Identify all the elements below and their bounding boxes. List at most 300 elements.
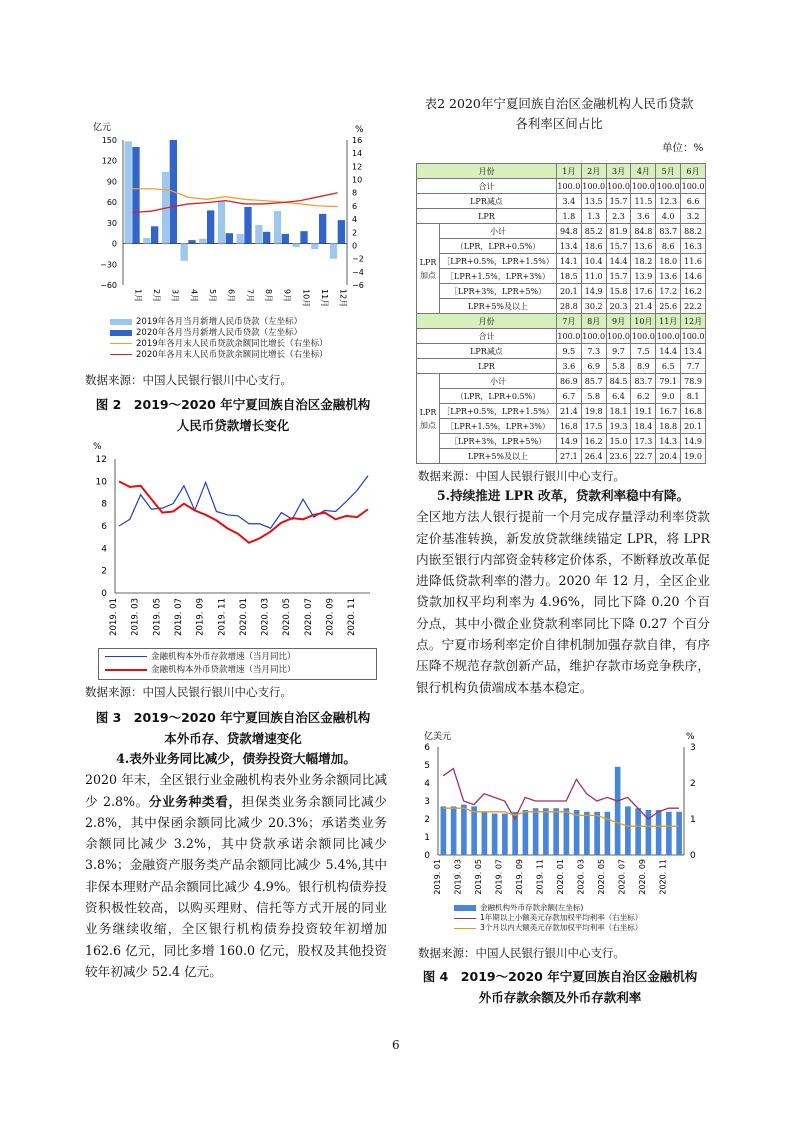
table-cell: 15.0: [606, 434, 631, 449]
table-cell: 9.7: [606, 344, 631, 359]
table-cell: 3.6: [556, 359, 581, 374]
fig2-source: 数据来源：中国人民银行银川中心支行。: [85, 373, 292, 387]
table-row: [417, 239, 706, 254]
table-cell: 17.2: [656, 284, 681, 299]
fig3-y-tick: 8: [101, 499, 107, 510]
table-cell: 6.6: [681, 194, 706, 209]
fig3-x-tick: 2020. 05: [282, 598, 293, 636]
fig3-x-tick: 2019. 07: [173, 598, 184, 636]
fig2-right-tick: 0: [352, 241, 358, 251]
fig2-right-tick: 12: [352, 162, 363, 172]
table-cell: 16.3: [681, 239, 706, 254]
table2: [416, 163, 706, 463]
fig2-bar-2019: [255, 225, 262, 244]
fig4-x-tick: 2020. 11: [658, 859, 668, 895]
table-row: [417, 404, 706, 419]
fig2-bar-2019: [274, 211, 281, 243]
fig4-x-tick: 2020. 07: [617, 859, 627, 895]
table-cell: 15.7: [606, 194, 631, 209]
fig2-month-label: 11月: [320, 289, 329, 308]
fig2-bar-2020: [263, 232, 270, 244]
fig2-month-label: 3月: [170, 289, 180, 303]
table-cell: 16.8: [681, 404, 706, 419]
table-cell: 15.7: [606, 269, 631, 284]
fig4-bar: [553, 808, 559, 855]
table-cell: 17.3: [631, 434, 656, 449]
fig3-source: 数据来源：中国人民银行银川中心支行。: [85, 685, 292, 699]
fig2-bar-2019: [125, 141, 132, 243]
table-cell: 100.0: [631, 179, 656, 194]
fig4-x-tick: 2019. 03: [453, 859, 463, 895]
table-cell: 合计: [417, 179, 557, 194]
table-cell: 20.3: [606, 299, 631, 314]
fig2-month-label: 2月: [152, 289, 161, 303]
table2-unit: 单位：%: [662, 142, 704, 154]
table-cell: 85.7: [581, 374, 606, 389]
fig3-y-tick: 4: [101, 544, 107, 555]
fig2-legend-item: [110, 350, 328, 361]
table-cell: 17.5: [581, 419, 606, 434]
table-cell: 14.4: [656, 344, 681, 359]
table-cell: 18.5: [556, 269, 581, 284]
table-cell: 100.0: [581, 179, 606, 194]
paragraph-text: 2020 年末，全区银行业金融机构表外业务余额同比减少 2.8%。: [85, 772, 387, 809]
fig3-unit: %: [93, 442, 102, 452]
table-cell: ［LPR+1.5%，LPR+3%）: [440, 419, 557, 434]
fig4-bar: [584, 812, 590, 855]
table2-title-line: 表2 2020年宁夏回族自治区金融机构人民币贷款: [424, 96, 694, 111]
table-cell: 月份: [417, 314, 557, 329]
fig4-bar: [635, 808, 641, 855]
fig4-bar: [461, 805, 467, 855]
table-cell: 9.0: [656, 389, 681, 404]
fig4-right-tick: 1: [690, 815, 696, 825]
table-row: [417, 374, 706, 389]
table-cell: 13.6: [656, 269, 681, 284]
fig2-bar-2020: [132, 147, 139, 244]
lpr-interest-table: [416, 163, 706, 464]
fig4-legend-item: [454, 913, 642, 923]
table-cell: 8.9: [631, 359, 656, 374]
fig2-right-tick: 4: [352, 215, 358, 225]
table-cell: 13.6: [631, 239, 656, 254]
fig3-x-tick: 2020. 01: [238, 598, 249, 636]
table-cell: ［LPR+1.5%，LPR+3%）: [440, 269, 557, 284]
fig2-legend-label: 2019年各月当月新增人民币贷款（左坐标）: [136, 317, 303, 327]
fig2-bar-2019: [218, 201, 225, 244]
fig3-y-tick: 2: [101, 566, 107, 577]
paragraph-text: 担保类业务余额同比减少 2.8%，其中保函余额同比减少 20.3%；承诺类业务余额同比减少 3.2%，其中贷款承诺余额同比减少 3.8%；金融资产服务类产品余额同比减少 5.4%,其中非保本理财产品余额同比减少 4.9%。银行机构债券投资积极性较高，以购买理财、信托等方式开展的同业业务继续收缩，全区银行机构债券投资较年初增加 162.6 亿元，同比多增 160.0 亿元，股权及其他投资较年初减少 52.4 亿元。: [85, 793, 388, 979]
table-cell: 100.0: [681, 329, 706, 344]
fig3-x-tick: 2020. 03: [260, 598, 271, 636]
table-cell: 5月: [656, 164, 681, 179]
fig4-bar: [441, 806, 447, 855]
table-cell: 100.0: [631, 329, 656, 344]
fig3-y-tick: 10: [95, 477, 107, 488]
table-header-row: [417, 314, 706, 329]
fig2-bar-2020: [282, 234, 289, 244]
table-cell: （LPR，LPR+0.5%）: [440, 389, 557, 404]
fig2-legend-item: [110, 339, 328, 350]
fig4-x-tick: 2020. 03: [576, 859, 586, 895]
fig2-bar-2019: [143, 238, 150, 244]
table-cell: 7.5: [631, 344, 656, 359]
table-cell: 10.4: [581, 254, 606, 269]
table-cell: 12月: [681, 314, 706, 329]
table-cell: 10月: [631, 314, 656, 329]
table-cell: 4月: [631, 164, 656, 179]
fig4-x-tick: 2020. 09: [638, 859, 648, 895]
table-cell: 4.0: [656, 209, 681, 224]
fig4-legend: [454, 903, 642, 933]
fig2-bar-2019: [330, 244, 337, 259]
table-cell: 3.6: [631, 209, 656, 224]
fig2-left-tick: 90: [106, 177, 117, 187]
table-cell: 6.9: [581, 359, 606, 374]
fig4-legend-item: [454, 903, 642, 913]
page-number: 6: [392, 1038, 400, 1052]
fig4-bar: [594, 812, 600, 855]
fig2-month-label: 12月: [338, 289, 348, 308]
fig2-right-tick: −4: [352, 267, 364, 277]
fig2-left-tick: −30: [100, 260, 117, 270]
table-cell: 1.8: [556, 209, 581, 224]
fig2-caption: [78, 394, 388, 436]
fig2-left-tick: 60: [106, 198, 117, 208]
table-cell: 16.2: [681, 284, 706, 299]
fig4-legend-item: [454, 923, 642, 933]
table-cell: 11.0: [581, 269, 606, 284]
fig4-large-rate-line: [443, 808, 679, 826]
fig4-bar: [666, 812, 672, 855]
fig2-bar-2020: [188, 240, 195, 243]
table-cell: 2月: [581, 164, 606, 179]
table-cell: 12.3: [656, 194, 681, 209]
table-cell: 30.2: [581, 299, 606, 314]
fig2-month-label: 7月: [245, 289, 255, 303]
fig4-left-tick: 5: [424, 761, 430, 771]
section-5-heading: 5.持续推进 LPR 改革，贷款利率稳中有降。: [436, 488, 690, 503]
fig4-caption-line: 图 4 2019～2020 年宁夏回族自治区金融机构: [422, 969, 698, 984]
fig2-legend-label: 2020年各月当月新增人民币贷款（左坐标）: [136, 328, 303, 338]
fig4-bar: [482, 812, 488, 855]
table-row: [417, 254, 706, 269]
table-row: [417, 329, 706, 344]
right-body-text: [416, 485, 710, 698]
fig4-bar: [574, 810, 580, 855]
table-cell: 6.5: [656, 359, 681, 374]
table2-title-line: 各利率区间占比: [515, 116, 603, 131]
fig4-bar: [564, 808, 570, 855]
table-cell: 100.0: [556, 179, 581, 194]
table-cell: 7.3: [581, 344, 606, 359]
table-cell: 88.2: [681, 224, 706, 239]
fig2-bar-2019: [199, 239, 206, 244]
fig2-bar-2019: [181, 244, 188, 261]
table-cell: 19.1: [631, 404, 656, 419]
fig4-left-tick: 1: [424, 833, 430, 843]
fig2-unit-left: 亿元: [93, 123, 112, 133]
fig2-bar-2020: [300, 231, 307, 243]
fig2-bar-2019: [293, 244, 300, 247]
table-row: [417, 359, 706, 374]
fig4-left-tick: 0: [424, 851, 430, 861]
table-cell: 6月: [681, 164, 706, 179]
table-row: [417, 344, 706, 359]
table-cell: 20.4: [656, 449, 681, 464]
table-cell: 14.9: [556, 434, 581, 449]
table-row: [417, 194, 706, 209]
fig2-month-label: 10月: [301, 289, 311, 308]
table-cell: 100.0: [656, 329, 681, 344]
fig4-x-tick: 2020. 05: [597, 859, 607, 895]
fig2-right-tick: −6: [352, 281, 364, 290]
table-cell: 18.0: [656, 254, 681, 269]
table-cell: 14.3: [656, 434, 681, 449]
table-cell: 3.2: [681, 209, 706, 224]
table-cell: 15.7: [606, 239, 631, 254]
table-cell: 14.4: [606, 254, 631, 269]
fig3-x-tick: 2019. 05: [152, 598, 163, 636]
fig4-legend-label: 金融机构外币存款余额(左坐标): [480, 903, 584, 912]
fig3-caption-line: 图 3 2019～2020 年宁夏回族自治区金融机构: [95, 710, 371, 725]
table2-source: 数据来源：中国人民银行银川中心支行。: [418, 469, 625, 483]
table-cell: 27.1: [556, 449, 581, 464]
fig2-month-label: 5月: [208, 289, 217, 303]
fig4-left-tick: 3: [424, 797, 430, 807]
table-cell: 100.0: [656, 179, 681, 194]
table-cell: 15.8: [606, 284, 631, 299]
table-cell: 100.0: [556, 329, 581, 344]
table-cell: 8.6: [656, 239, 681, 254]
table-cell: 19.0: [681, 449, 706, 464]
fig4-x-tick: 2020. 01: [556, 859, 566, 895]
table-header-row: [417, 164, 706, 179]
table-cell: 11月: [656, 314, 681, 329]
fig4-left-tick: 6: [424, 743, 430, 753]
table-cell: LPR减点: [417, 194, 557, 209]
fig4-right-tick: 0: [690, 851, 696, 861]
table-cell: ［LPR+0.5%，LPR+1.5%）: [440, 404, 557, 419]
figure-3-chart: [85, 437, 385, 637]
table-row: [417, 209, 706, 224]
table-row: [417, 179, 706, 194]
table-cell: 13.9: [631, 269, 656, 284]
table-cell: 81.9: [606, 224, 631, 239]
table-cell: 1.3: [581, 209, 606, 224]
table-cell: ［LPR+3%，LPR+5%）: [440, 284, 557, 299]
fig2-right-tick: 6: [352, 201, 358, 211]
table-row: [417, 449, 706, 464]
table-row: [417, 224, 706, 239]
fig3-legend-label: 金融机构本外币贷款增速（当月同比）: [151, 665, 296, 675]
table-cell: 18.6: [581, 239, 606, 254]
table-cell: 7.7: [681, 359, 706, 374]
table-cell: 18.8: [656, 419, 681, 434]
fig3-caption: [78, 707, 388, 749]
table-cell: 16.8: [556, 419, 581, 434]
fig4-legend-label: 1年期以上小额美元存款加权平均利率（右坐标）: [480, 913, 643, 922]
table-cell: 11.5: [631, 194, 656, 209]
fig2-bar-2020: [151, 226, 158, 243]
fig4-x-tick: 2019. 01: [433, 859, 443, 895]
fig4-x-tick: 2019. 09: [515, 859, 525, 895]
table-cell: 100.0: [606, 329, 631, 344]
fig2-month-label: 9月: [282, 289, 292, 303]
fig3-x-tick: 2020. 09: [325, 598, 336, 636]
table-cell: 6.2: [631, 389, 656, 404]
table-cell: 14.1: [556, 254, 581, 269]
table-cell: 合计: [417, 329, 557, 344]
fig4-bar: [502, 814, 508, 855]
table-cell: 2.3: [606, 209, 631, 224]
fig4-caption: [410, 966, 710, 1008]
fig2-caption-line: 人民币贷款增长变化: [176, 418, 290, 433]
table-cell: 18.1: [606, 404, 631, 419]
fig2-unit-right: %: [355, 125, 364, 135]
fig2-month-label: 6月: [226, 289, 236, 303]
fig2-left-tick: 150: [101, 136, 117, 145]
table-cell: 5.8: [606, 359, 631, 374]
table-cell: 18.2: [631, 254, 656, 269]
fig3-legend-item: [105, 664, 370, 677]
table-cell: 100.0: [681, 179, 706, 194]
table-cell: 83.7: [631, 374, 656, 389]
table-cell: ［LPR+0.5%，LPR+1.5%）: [440, 254, 557, 269]
table-cell: 85.2: [581, 224, 606, 239]
fig4-bar: [656, 810, 662, 855]
fig2-legend: [110, 317, 328, 361]
fig4-legend-label: 3个月以内大额美元存款加权平均利率（右坐标）: [480, 923, 643, 932]
fig4-bar: [615, 767, 621, 855]
fig2-right-tick: 2: [352, 228, 358, 238]
table-row: [417, 419, 706, 434]
fig4-x-tick: 2019. 07: [494, 859, 504, 895]
fig2-right-tick: 8: [352, 188, 358, 198]
fig2-bar-2019: [311, 244, 318, 250]
table-cell: 21.4: [556, 404, 581, 419]
table-cell: LPR减点: [417, 344, 557, 359]
fig2-left-tick: 120: [101, 156, 117, 166]
fig3-x-tick: 2020. 07: [303, 598, 314, 636]
table-cell: 11.6: [681, 254, 706, 269]
paragraph-emphasis: 分业务种类看，: [148, 793, 242, 809]
table-cell: 小计: [440, 374, 557, 389]
table-row: [417, 299, 706, 314]
fig4-unit-right: %: [686, 732, 695, 742]
fig2-bar-2020: [338, 220, 345, 243]
fig2-legend-item: [110, 328, 328, 339]
fig3-x-tick: 2019. 01: [109, 598, 119, 636]
table-cell: 7月: [556, 314, 581, 329]
fig3-deposit-line: [119, 476, 368, 528]
table-cell: 1月: [556, 164, 581, 179]
table-cell: 79.1: [656, 374, 681, 389]
table-cell: 84.5: [606, 374, 631, 389]
fig4-x-tick: 2019. 11: [535, 859, 545, 895]
fig4-x-tick: 2019. 05: [474, 859, 484, 895]
table-cell: 22.7: [631, 449, 656, 464]
fig4-source: 数据来源：中国人民银行银川中心支行。: [418, 946, 625, 960]
fig2-bar-2020: [319, 214, 326, 244]
fig2-month-label: 1月: [133, 289, 143, 303]
section-4-heading: 4.表外业务同比减少，债券投资大幅增加。: [116, 751, 356, 766]
table-cell: 16.7: [656, 404, 681, 419]
fig2-bar-2020: [226, 233, 233, 243]
table-cell: 8月: [581, 314, 606, 329]
table-cell: 18.4: [631, 419, 656, 434]
table-cell: LPR加点: [417, 224, 440, 314]
table-cell: 25.6: [656, 299, 681, 314]
fig2-left-tick: −60: [100, 281, 117, 290]
fig2-month-label: 8月: [264, 289, 273, 303]
table-cell: 20.1: [681, 419, 706, 434]
fig4-bar: [451, 806, 457, 855]
left-body-text: [85, 748, 387, 982]
table-cell: 9月: [606, 314, 631, 329]
table-cell: 19.3: [606, 419, 631, 434]
fig3-legend: [98, 648, 377, 680]
section-5-paragraph: 全区地方法人银行提前一个月完成存量浮动利率贷款定价基准转换，新发放贷款继续锚定 LPR，将 LPR 内嵌至银行内部资金转移定价体系，不断释放改革促进降低贷款利率的潜力。2020 年 12 月，全区企业贷款加权平均利率为 4.96%，同比下降 0.20 个百分点，其中小微企业贷款利率同比下降 0.27 个百分点。宁夏市场利率定价自律机制加强存款自律，有序压降不规范存款创新产品，维护存款市场竞争秩序，银行机构负债端成本基本稳定。: [416, 509, 710, 695]
table-cell: LPR加点: [417, 374, 440, 464]
fig4-bar: [625, 806, 631, 855]
fig4-right-tick: 2: [690, 779, 696, 789]
table-cell: LPR: [417, 359, 557, 374]
fig2-right-tick: 14: [352, 149, 363, 159]
fig2-left-tick: 0: [111, 239, 117, 249]
fig3-y-tick: 6: [101, 522, 107, 532]
table-cell: 3.4: [556, 194, 581, 209]
fig2-legend-label: 2019年各月末人民币贷款余额同比增长（右坐标）: [136, 339, 328, 349]
table-cell: 14.9: [681, 434, 706, 449]
table-cell: 22.2: [681, 299, 706, 314]
fig4-bar: [676, 812, 682, 855]
table-cell: 100.0: [581, 329, 606, 344]
fig4-bar: [533, 808, 539, 855]
fig2-right-tick: 10: [352, 175, 363, 185]
table-cell: 19.8: [581, 404, 606, 419]
table-cell: 23.6: [606, 449, 631, 464]
table-cell: 13.4: [556, 239, 581, 254]
fig4-left-tick: 4: [424, 779, 430, 789]
fig2-month-label: 4月: [189, 289, 199, 303]
table-cell: 100.0: [606, 179, 631, 194]
table-cell: 78.9: [681, 374, 706, 389]
fig3-caption-line: 本外币存、贷款增速变化: [164, 731, 302, 746]
table-cell: 13.5: [581, 194, 606, 209]
table-cell: 8.1: [681, 389, 706, 404]
fig3-x-tick: 2020. 11: [347, 598, 358, 636]
table-cell: 83.7: [656, 224, 681, 239]
fig3-y-tick: 12: [95, 455, 107, 465]
fig4-bar: [492, 814, 498, 855]
table-cell: 21.4: [631, 299, 656, 314]
table-cell: 14.9: [581, 284, 606, 299]
fig3-y-tick: 0: [101, 589, 107, 599]
fig3-legend-item: [105, 651, 370, 664]
table-cell: 28.8: [556, 299, 581, 314]
table-row: [417, 434, 706, 449]
table-cell: LPR+5%及以上: [440, 299, 557, 314]
table-cell: ［LPR+3%，LPR+5%）: [440, 434, 557, 449]
fig2-right-tick: −2: [352, 254, 364, 264]
table-cell: 9.5: [556, 344, 581, 359]
table-row: [417, 389, 706, 404]
table-cell: LPR: [417, 209, 557, 224]
fig3-loan-line: [119, 481, 368, 542]
section-4-paragraph: [85, 769, 387, 982]
fig3-x-tick: 2019. 11: [217, 598, 228, 636]
